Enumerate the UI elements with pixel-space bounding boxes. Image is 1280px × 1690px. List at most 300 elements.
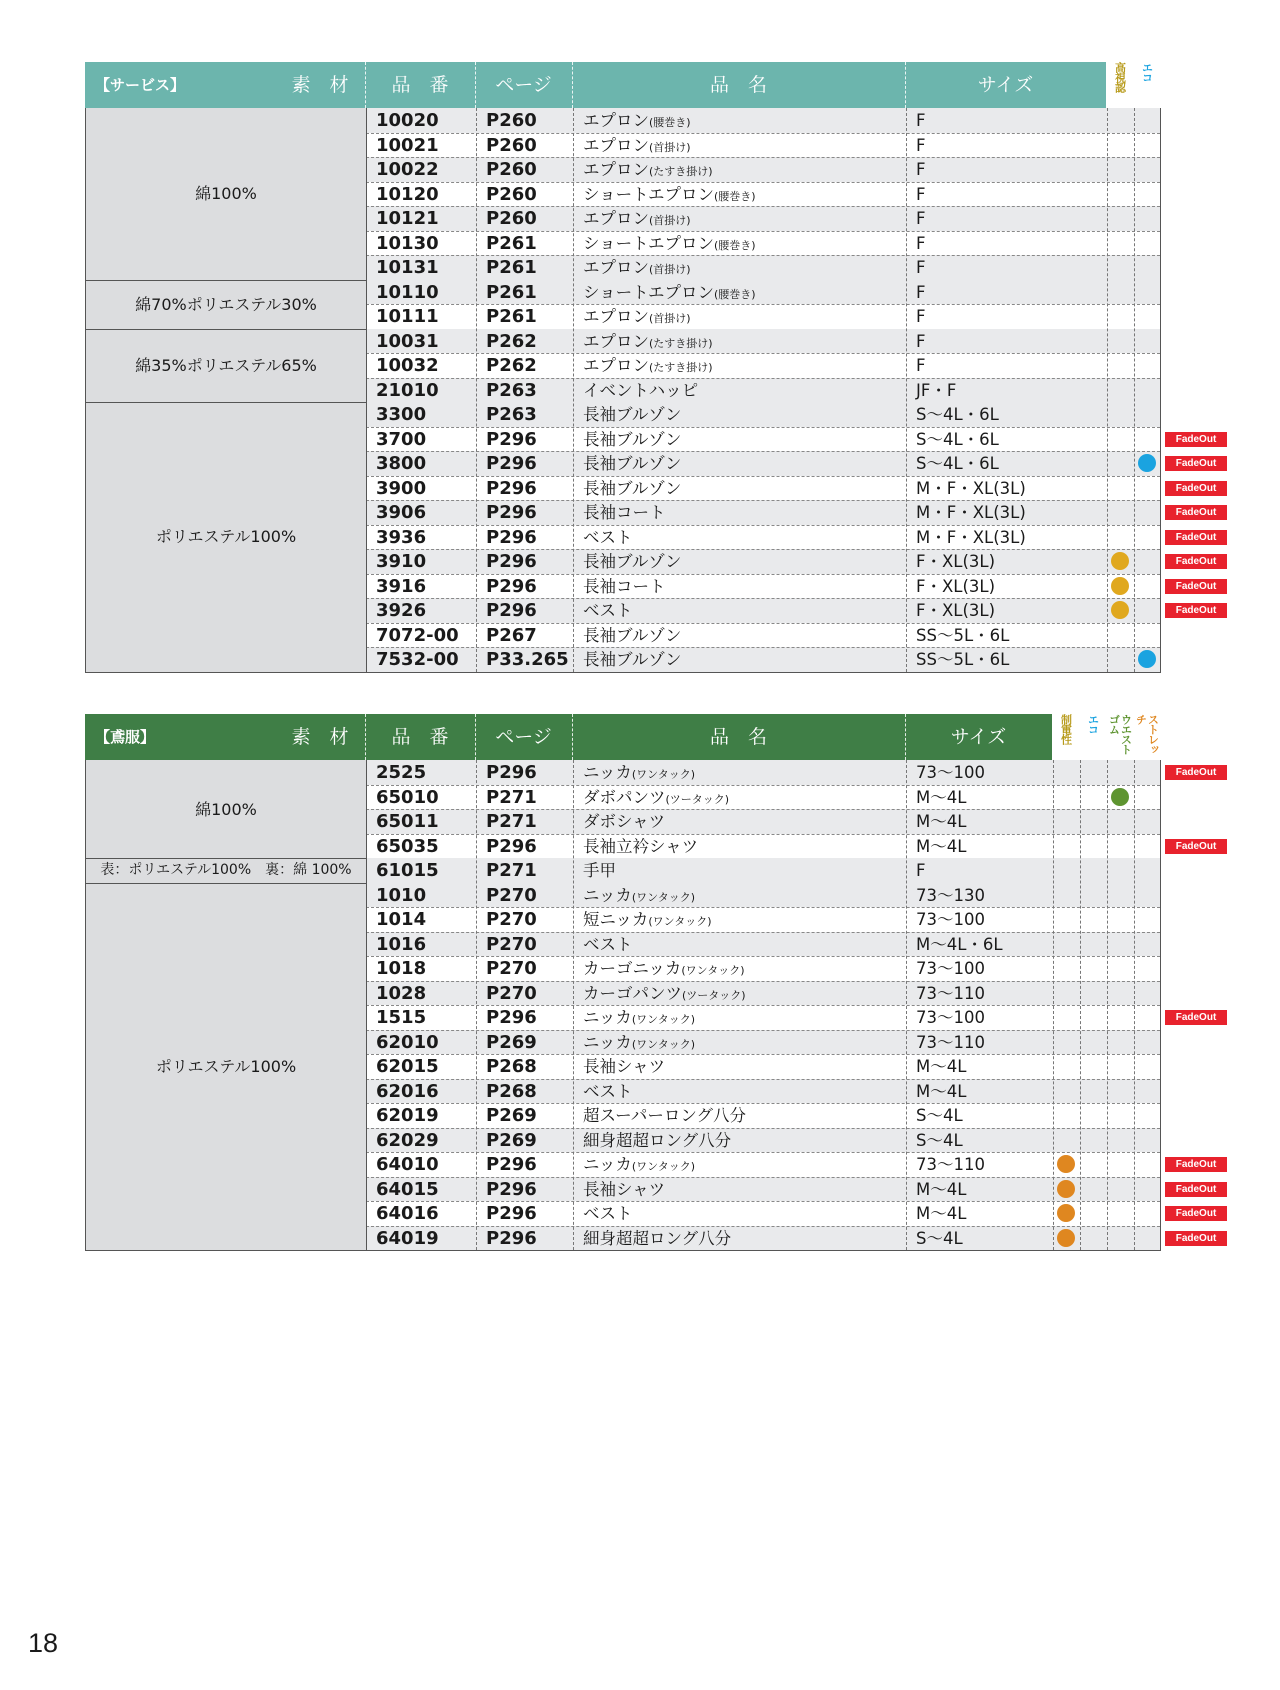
page-ref: P270 [486,933,537,955]
material-text: ポリエステル30% [186,294,317,314]
row-divider [366,231,1160,232]
product-code: 10131 [376,257,439,278]
page-ref: P296 [486,1227,537,1249]
product-code: 10020 [376,110,439,131]
product-code: 1018 [376,958,427,979]
product-size: M～4L [916,1081,967,1101]
product-size: M～4L [916,836,967,856]
row-divider [366,304,1160,305]
product-name-text: ショートエプロン [583,233,715,253]
material-text: 綿100% [195,184,257,204]
row-divider [366,647,1160,648]
product-size: F [916,307,926,326]
product-name [573,1005,916,1030]
product-name-note: (首掛け) [649,214,691,227]
product-code: 1014 [376,909,427,930]
product-size: F [916,356,926,375]
page-number: 18 [28,1628,59,1658]
page-ref: P268 [486,1080,537,1102]
product-size: F [916,135,926,155]
page-ref: P271 [486,811,537,832]
product-name-text: エプロン [583,307,649,326]
product-name [573,1079,916,1104]
product-name [573,1152,916,1177]
row-divider [366,157,1160,158]
row-divider [366,1054,1160,1055]
fadeout-badge: FadeOut [1165,432,1227,447]
product-code: 1028 [376,982,427,1004]
product-name [573,549,916,574]
product-name [573,231,916,256]
table-row [86,1177,1160,1202]
product-name [573,427,916,452]
product-code: 62010 [376,1031,439,1053]
product-name-text: エプロン [583,258,649,277]
product-name-text: ベスト [583,1204,633,1223]
product-size: M～4L [916,812,967,831]
product-name [573,1177,916,1202]
page-ref: P268 [486,1056,537,1077]
product-code: 10032 [376,355,439,376]
row-divider [366,981,1160,982]
product-name-text: 長袖立衿シャツ [583,836,699,856]
product-size: M・F・XL(3L) [916,478,1026,498]
flag-header-3 [1106,714,1133,760]
product-size: M～4L・6L [916,934,1003,954]
product-name-text: ダボシャツ [583,812,666,831]
product-code: 10110 [376,281,439,303]
material-divider [366,760,367,1250]
page-ref: P296 [486,835,537,857]
flag-header-1 [1052,714,1079,760]
product-name-note: (ツータック) [665,792,730,806]
product-name-note: (腰巻き) [714,189,756,203]
material-text: 綿70% [135,294,187,314]
header-page: ページ [495,74,552,96]
header-divider [905,62,906,108]
product-size: M～4L [916,1057,967,1076]
row-divider [366,574,1160,575]
column-divider [573,760,574,1250]
page-ref: P296 [486,1203,537,1224]
table-row [86,525,1160,550]
product-name-text: ショートエプロン [583,184,715,204]
page-ref: P270 [486,884,537,906]
row-divider [366,182,1160,183]
product-size: 73～100 [916,1008,985,1027]
product-name-text: 長袖ブルゾン [583,625,682,645]
product-size: 73～110 [916,1155,985,1174]
fadeout-badge: FadeOut [1165,1157,1227,1172]
row-divider [366,809,1160,810]
product-code: 1010 [376,884,427,906]
fadeout-badge: FadeOut [1165,505,1227,520]
table-row [86,157,1160,182]
product-name [573,402,916,427]
product-name [573,525,916,550]
product-name-text: ベスト [583,934,633,954]
row-divider [366,1201,1160,1202]
page-ref: P263 [486,404,537,425]
product-size: S～4L・6L [916,429,999,449]
product-size: S～4L [916,1130,963,1150]
product-size: F [916,209,926,228]
table-row [86,834,1160,859]
page-ref: P296 [486,551,537,572]
product-name [573,1054,916,1079]
product-size: F [916,861,926,880]
product-name-text: エプロン [583,209,649,228]
page-ref: P260 [486,159,537,180]
material-text: ポリエステル100% [155,1056,297,1076]
table-row [86,549,1160,574]
product-name [573,255,916,280]
page-ref: P296 [486,453,537,474]
product-name-text: 短ニッカ [583,910,649,929]
table-row [86,1201,1160,1226]
product-size: F [916,184,926,204]
page-ref: P296 [486,1178,537,1200]
product-name-text: 細身超超ロング八分 [583,1130,732,1150]
product-name-text: カーゴパンツ [583,983,682,1003]
table-header [85,62,1160,108]
product-name-text: 長袖コート [583,576,666,596]
table-row [86,304,1160,329]
product-name [573,647,916,672]
product-name-text: 長袖シャツ [583,1057,666,1076]
page-ref: P261 [486,257,537,278]
table-row [86,427,1160,452]
page-ref: P271 [486,786,537,808]
table-row [86,932,1160,957]
product-name [573,157,916,182]
header-name: 品 名 [709,74,767,96]
page-ref: P296 [486,526,537,548]
product-name [573,809,916,834]
product-name-text: エプロン [583,331,649,351]
product-name-text: ベスト [583,601,633,620]
product-code: 3300 [376,404,427,425]
product-name [573,883,916,908]
product-size: F [916,331,926,351]
row-divider [366,1079,1160,1080]
row-divider [366,956,1160,957]
row-divider [366,549,1160,550]
flag-label: エコ [1140,62,1154,82]
product-name-text: 超スーパーロング八分 [583,1106,747,1125]
product-size: F・XL(3L) [916,576,996,596]
table-row [86,206,1160,231]
product-code: 62015 [376,1056,439,1077]
row-divider [366,255,1160,256]
category-label: 【鳶服】 [95,728,156,746]
table-row [86,378,1160,403]
product-name-text: エプロン [583,160,649,179]
product-name-text: ニッカ [583,763,632,782]
table-body [85,108,1161,673]
table-row [86,858,1160,883]
product-name-note: (ワンタック) [631,1160,695,1173]
product-name [573,932,916,957]
fadeout-badge: FadeOut [1165,456,1227,471]
flag-label: 高視認 [1113,62,1127,92]
page-ref: P271 [486,860,537,881]
fadeout-badge: FadeOut [1165,530,1227,545]
product-size: M～4L [916,787,967,807]
product-name [573,623,916,648]
product-name-note: (首掛け) [649,312,691,325]
header-divider [572,714,573,760]
product-name-text: エプロン [583,111,649,130]
product-code: 3900 [376,477,427,499]
product-name-text: ニッカ [583,885,632,905]
product-code: 64010 [376,1154,439,1175]
product-name-note: (腰巻き) [714,238,756,252]
product-name [573,280,916,305]
header-size: サイズ [977,74,1034,96]
product-name [573,304,916,329]
material-text: ポリエステル100% [155,527,297,547]
flag-dot-visibility [1111,577,1129,595]
fadeout-badge: FadeOut [1165,1206,1227,1221]
row-divider [366,353,1160,354]
header-divider [905,714,906,760]
page-ref: P261 [486,281,537,303]
flag-dot-visibility [1111,552,1129,570]
table-row [86,1079,1160,1104]
header-material: 素 材 [291,726,349,748]
product-code: 64016 [376,1203,439,1224]
page-ref: P296 [486,600,537,621]
product-name-text: エプロン [583,135,649,155]
product-name-text: 長袖ブルゾン [583,454,682,473]
table-row [86,329,1160,354]
product-name-text: ニッカ [583,1008,632,1027]
flag-label: ストレッチ [1134,714,1160,754]
page-ref: P269 [486,1129,537,1151]
table-row [86,280,1160,305]
fadeout-badge: FadeOut [1165,1231,1227,1246]
product-name-text: ベスト [583,1081,633,1101]
table-row [86,1103,1160,1128]
product-name [573,834,916,859]
table-row [86,1128,1160,1153]
fadeout-badge: FadeOut [1165,603,1227,618]
flag-dot-antistatic [1057,1229,1075,1247]
product-code: 62019 [376,1105,439,1126]
header-code: 品 番 [391,74,449,96]
product-size: M・F・XL(3L) [916,527,1026,547]
product-name [573,1128,916,1153]
fadeout-badge: FadeOut [1165,1010,1227,1025]
material-text: 表：ポリエステル100% 裏：綿 100% [100,861,352,878]
row-divider [366,1103,1160,1104]
product-size: 73～110 [916,1032,985,1052]
product-code: 3800 [376,453,427,474]
page-ref: P270 [486,909,537,930]
product-name [573,574,916,599]
product-name-text: 長袖コート [583,503,666,522]
product-code: 7532-00 [376,649,459,670]
table-row [86,598,1160,623]
product-code: 61015 [376,860,439,881]
page-ref: P260 [486,110,537,131]
product-size: M・F・XL(3L) [916,503,1026,522]
product-name-text: 長袖ブルゾン [583,429,682,449]
flag-label: 制電性 [1059,714,1073,744]
product-name [573,956,916,981]
product-size: F・XL(3L) [916,601,996,620]
table-row [86,981,1160,1006]
product-name-text: カーゴニッカ [583,959,682,978]
row-divider [366,133,1160,134]
flag-header-1 [1106,62,1133,108]
table-row [86,785,1160,810]
table-body [85,760,1161,1251]
product-code: 10111 [376,306,439,327]
product-name [573,133,916,158]
page-ref: P267 [486,624,537,646]
fadeout-badge: FadeOut [1165,839,1227,854]
flag-dot-antistatic [1057,1155,1075,1173]
product-name-text: 長袖ブルゾン [583,405,682,424]
product-code: 10022 [376,159,439,180]
product-size: F [916,160,926,179]
product-name-text: ベスト [583,527,633,547]
product-code: 10021 [376,134,439,156]
table-row [86,133,1160,158]
page-ref: P296 [486,1154,537,1175]
page-ref: P263 [486,379,537,401]
header-size: サイズ [950,726,1007,748]
page-ref: P296 [486,428,537,450]
table-row [86,907,1160,932]
product-size: F [916,282,926,302]
product-code: 65035 [376,835,439,857]
table-row [86,500,1160,525]
product-code: 65011 [376,811,439,832]
column-divider [1053,760,1054,1250]
row-divider [366,476,1160,477]
fadeout-badge: FadeOut [1165,1182,1227,1197]
service-table [85,62,1217,673]
product-name [573,329,916,354]
product-code: 3906 [376,502,427,523]
fadeout-badge: FadeOut [1165,579,1227,594]
product-name-note: (たすき掛け) [649,336,713,350]
row-divider [366,1177,1160,1178]
product-code: 65010 [376,786,439,808]
header-page: ページ [495,726,552,748]
product-size: 73～100 [916,763,985,782]
page-ref: P261 [486,232,537,254]
flag-dot-visibility [1111,601,1129,619]
product-name [573,981,916,1006]
product-code: 64019 [376,1227,439,1249]
product-size: JF・F [916,380,957,400]
column-divider [476,760,477,1250]
product-code: 3910 [376,551,427,572]
flag-dot-eco [1138,650,1156,668]
table-row [86,1226,1160,1251]
product-name [573,108,916,133]
table-header [85,714,1160,760]
page-ref: P296 [486,1007,537,1028]
product-name-note: (たすき掛け) [649,361,713,374]
header-divider [475,62,476,108]
row-divider [366,598,1160,599]
product-code: 2525 [376,762,427,783]
product-name [573,858,916,883]
product-size: 73～100 [916,959,985,978]
product-name-text: ダボパンツ [583,787,666,807]
row-divider [366,500,1160,501]
product-code: 1515 [376,1007,427,1028]
page-ref: P270 [486,982,537,1004]
product-size: M～4L [916,1179,967,1199]
material-text: 綿100% [195,799,257,819]
table-row [86,476,1160,501]
product-code: 64015 [376,1178,439,1200]
table-row [86,1054,1160,1079]
material-text: 綿35% [135,355,187,375]
flag-label: ウエストゴム [1107,714,1133,754]
fadeout-badge: FadeOut [1165,554,1227,569]
column-divider [1107,108,1108,672]
product-name-note: (ワンタック) [631,1037,695,1051]
table-row [86,108,1160,133]
product-size: F [916,111,926,130]
table-row [86,255,1160,280]
product-size: S～4L・6L [916,405,999,424]
row-divider [366,206,1160,207]
product-size: S～4L・6L [916,454,999,473]
page-ref: P269 [486,1105,537,1126]
product-name [573,182,916,207]
product-name-text: 細身超超ロング八分 [583,1228,732,1248]
product-name [573,353,916,378]
table-row [86,353,1160,378]
page-ref: P261 [486,306,537,327]
fadeout-badge: FadeOut [1165,481,1227,496]
page-ref: P296 [486,575,537,597]
page-ref: P260 [486,134,537,156]
flag-dot-waist-rubber [1111,788,1129,806]
flag-divider [1134,108,1135,672]
table-row [86,451,1160,476]
product-name-note: (腰巻き) [714,287,756,301]
product-name-text: 手甲 [583,861,616,880]
product-name [573,476,916,501]
header-material: 素 材 [291,74,349,96]
product-name [573,907,916,932]
flag-dot-eco [1138,454,1156,472]
table-row [86,182,1160,207]
product-code: 10120 [376,183,439,205]
product-code: 10031 [376,330,439,352]
header-divider [365,714,366,760]
product-name [573,760,916,785]
page-ref: P33.265 [486,649,569,670]
table-row [86,883,1160,908]
product-size: M～4L [916,1204,967,1223]
table-row [86,574,1160,599]
product-code: 3916 [376,575,427,597]
product-name [573,598,916,623]
header-code: 品 番 [391,726,449,748]
page-ref: P260 [486,208,537,229]
product-name [573,1226,916,1251]
